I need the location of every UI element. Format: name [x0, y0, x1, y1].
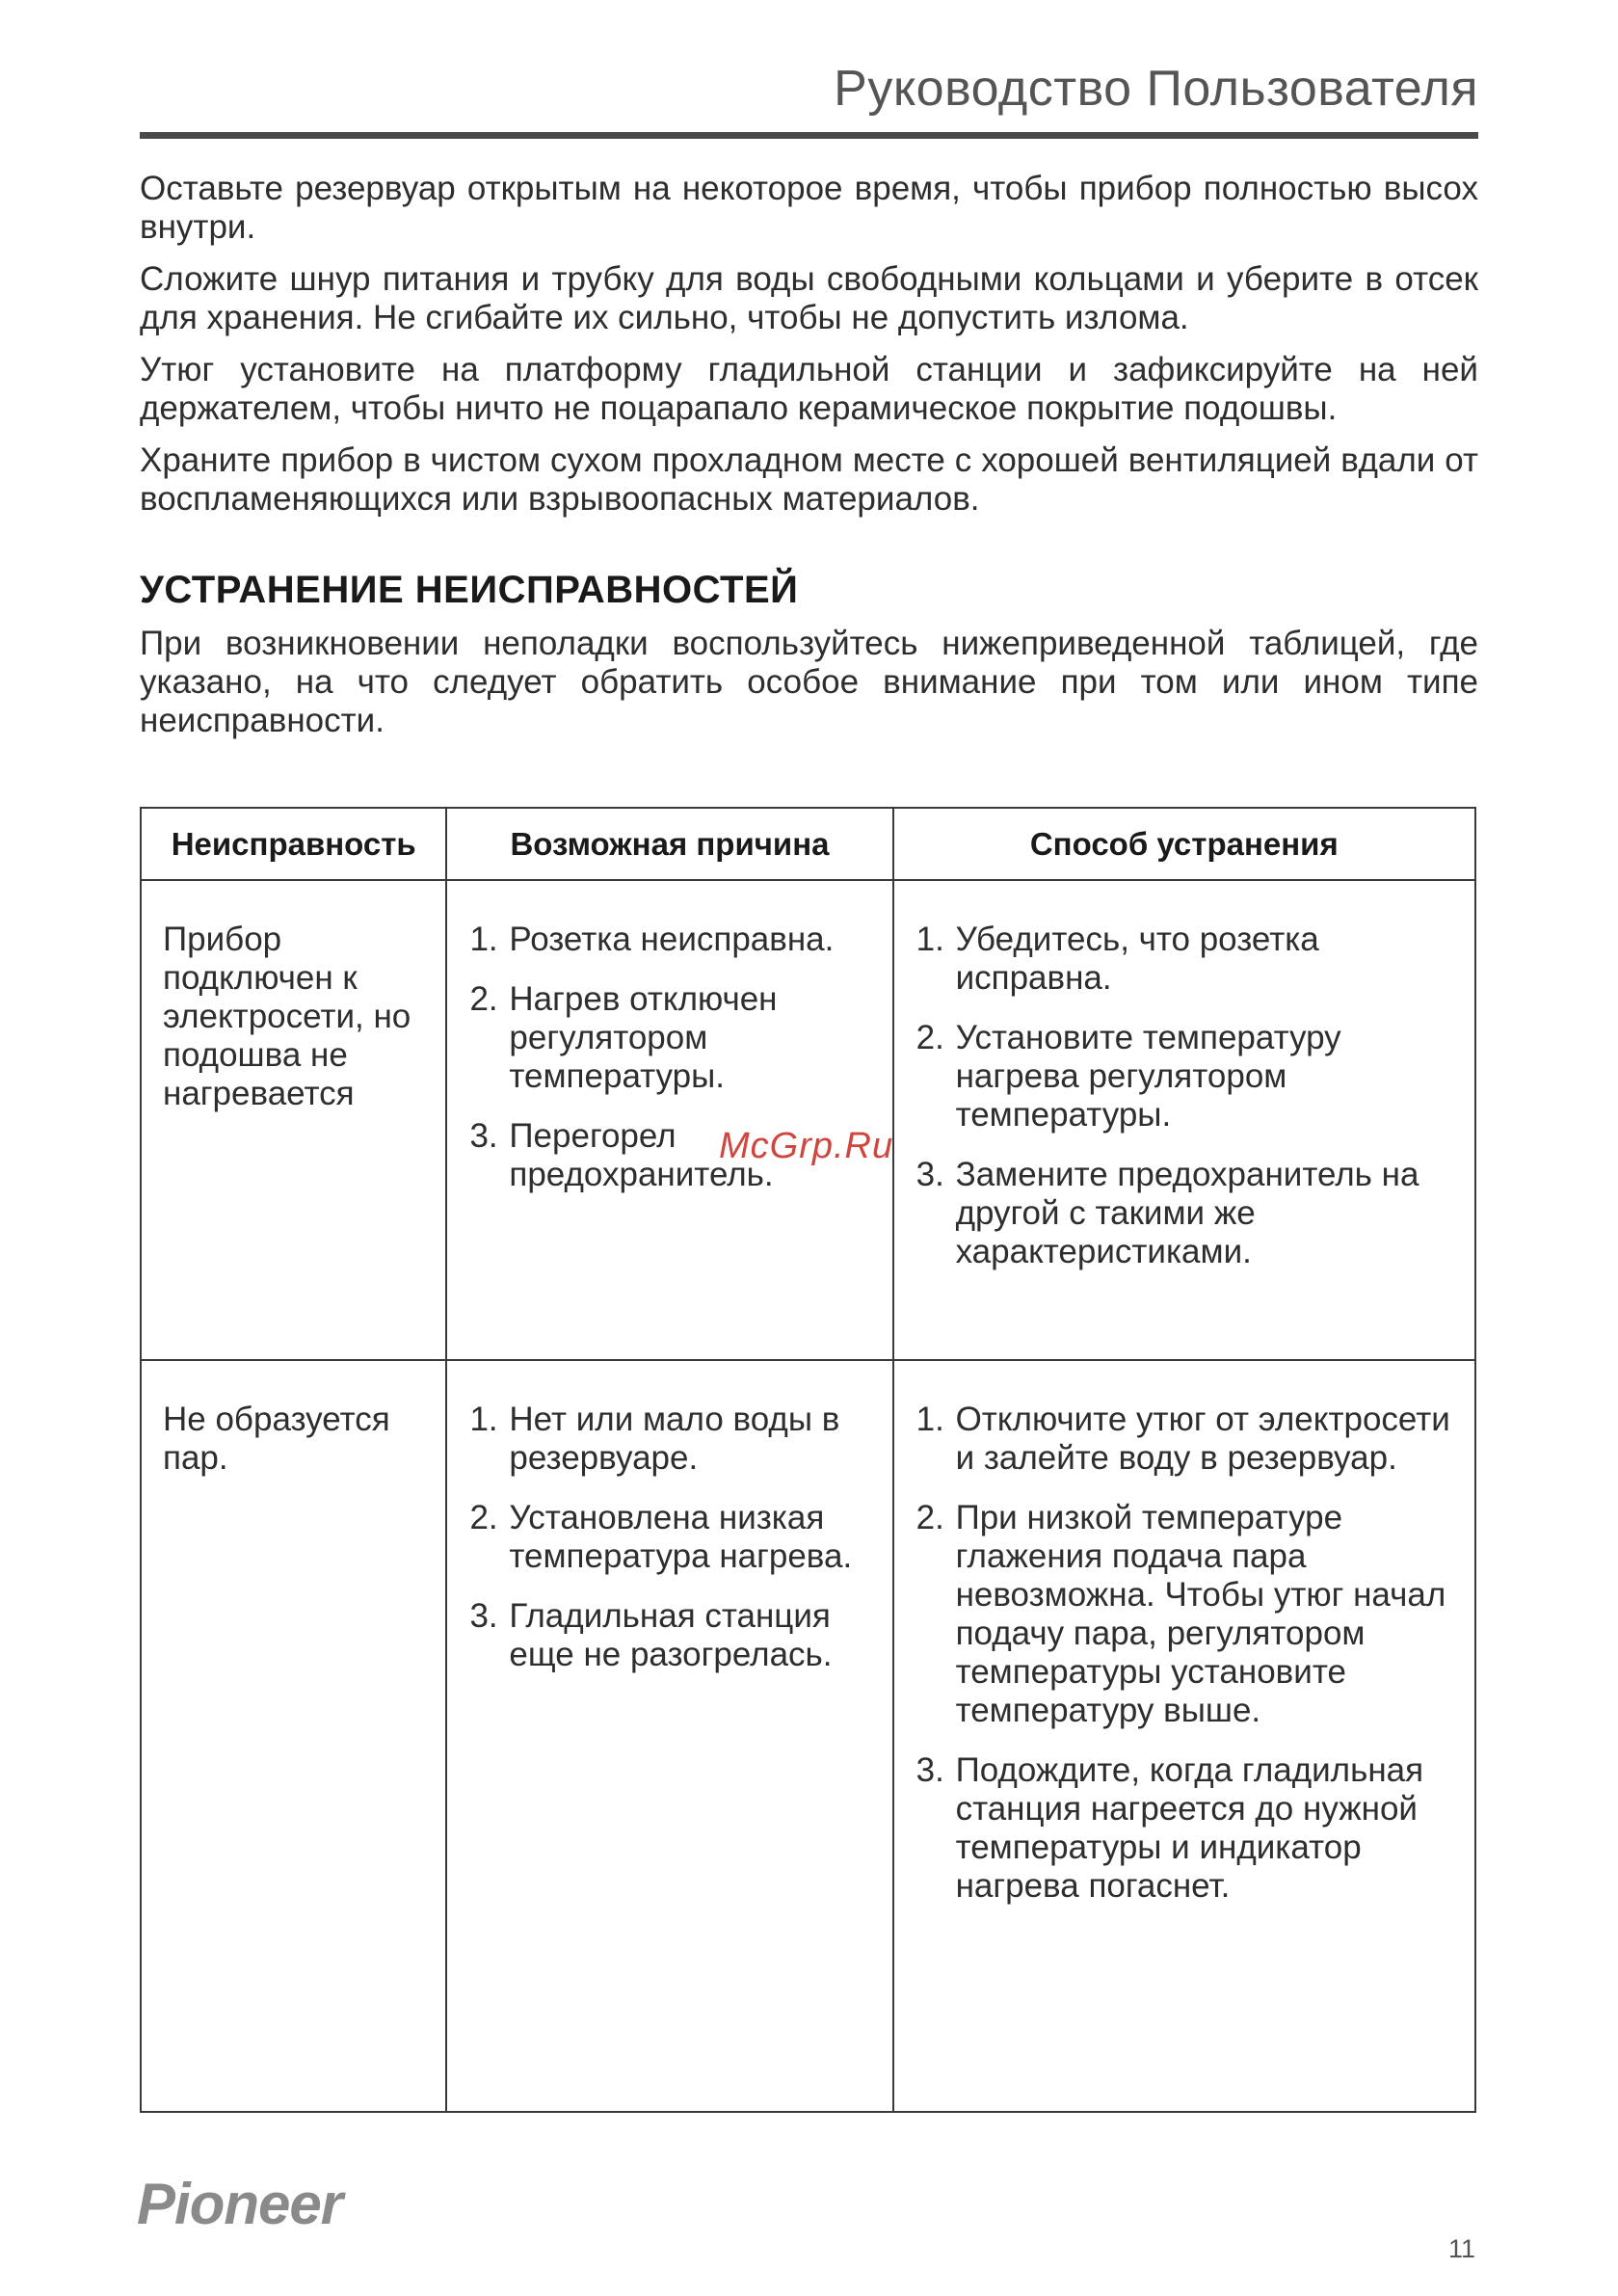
cause-cell: [446, 880, 892, 1360]
troubleshooting-table: [140, 807, 1476, 2113]
intro-paragraph: Храните прибор в чистом сухом прохладном месте с хорошей вентиляцией вдали от воспламеняющихся или взрывоопасных материалов.: [140, 441, 1478, 518]
column-header-solution: Способ устранения: [893, 808, 1475, 880]
column-header-fault: Неисправность: [141, 808, 446, 880]
fault-cell: [141, 1360, 446, 2112]
cause-list: [468, 1401, 874, 1674]
cause-cell: [446, 1360, 892, 2112]
cause-item: 1. Розетка неисправна.: [507, 921, 874, 959]
table-header-row: [141, 808, 1475, 880]
solution-cell: [893, 880, 1475, 1360]
solution-item: 1. Убедитесь, что розетка исправна.: [954, 921, 1457, 998]
page-header-title: Руководство Пользователя: [834, 61, 1478, 117]
solution-item: 1. Отключите утюг от электросети и залейте воду в резервуар.: [954, 1401, 1457, 1478]
cause-item: 3. Гладильная станция еще не разогрелась.: [507, 1597, 874, 1674]
solution-item: 2. При низкой температуре глажения подача пара невозможна. Чтобы утюг начал подачу пара, регулятором температуры установите температуру выше.: [954, 1499, 1457, 1730]
cause-item: 3. Перегорел предохранитель.: [507, 1117, 874, 1194]
cause-item: 2. Нагрев отключен регулятором температуры.: [507, 980, 874, 1096]
solution-item: 2. Установите температуру нагрева регулятором температуры.: [954, 1019, 1457, 1135]
solution-list: [915, 1401, 1457, 1906]
brand-logo: Pioneer: [137, 2172, 343, 2236]
intro-paragraph: Сложите шнур питания и трубку для воды свободными кольцами и уберите в отсек для хранения. Не сгибайте их сильно, чтобы не допустить излома.: [140, 260, 1478, 336]
troubleshooting-intro: При возникновении неполадки воспользуйтесь нижеприведенной таблицей, где указано, на что следует обратить особое внимание при том или ином типе неисправности.: [140, 625, 1478, 739]
solution-item: 3. Замените предохранитель на другой с такими же характеристиками.: [954, 1156, 1457, 1271]
watermark: McGrp.Ru: [719, 1126, 894, 1166]
table-row: [141, 1360, 1475, 2112]
cause-item: 1. Нет или мало воды в резервуаре.: [507, 1401, 874, 1478]
header-divider: [140, 132, 1478, 139]
solution-list: [915, 921, 1457, 1271]
intro-paragraph: Утюг установите на платформу гладильной станции и зафиксируйте на ней держателем, чтобы ничто не поцарапало керамическое покрытие подошвы.: [140, 351, 1478, 427]
solution-item: 3. Подождите, когда гладильная станция нагреется до нужной температуры и индикатор нагрева погаснет.: [954, 1751, 1457, 1906]
troubleshooting-heading: УСТРАНЕНИЕ НЕИСПРАВНОСТЕЙ: [140, 569, 799, 611]
solution-cell: [893, 1360, 1475, 2112]
page-number: 11: [1447, 2234, 1475, 2263]
fault-cell: [141, 880, 446, 1360]
intro-section: [140, 170, 1478, 532]
fault-text: Прибор подключен к электросети, но подошва не нагревается: [163, 921, 411, 1112]
cause-item: 2. Установлена низкая температура нагрева.: [507, 1499, 874, 1576]
intro-paragraph: Оставьте резервуар открытым на некоторое время, чтобы прибор полностью высох внутри.: [140, 170, 1478, 246]
column-header-cause: Возможная причина: [446, 808, 892, 880]
fault-text: Не образуется пар.: [163, 1401, 390, 1477]
table-row: [141, 880, 1475, 1360]
